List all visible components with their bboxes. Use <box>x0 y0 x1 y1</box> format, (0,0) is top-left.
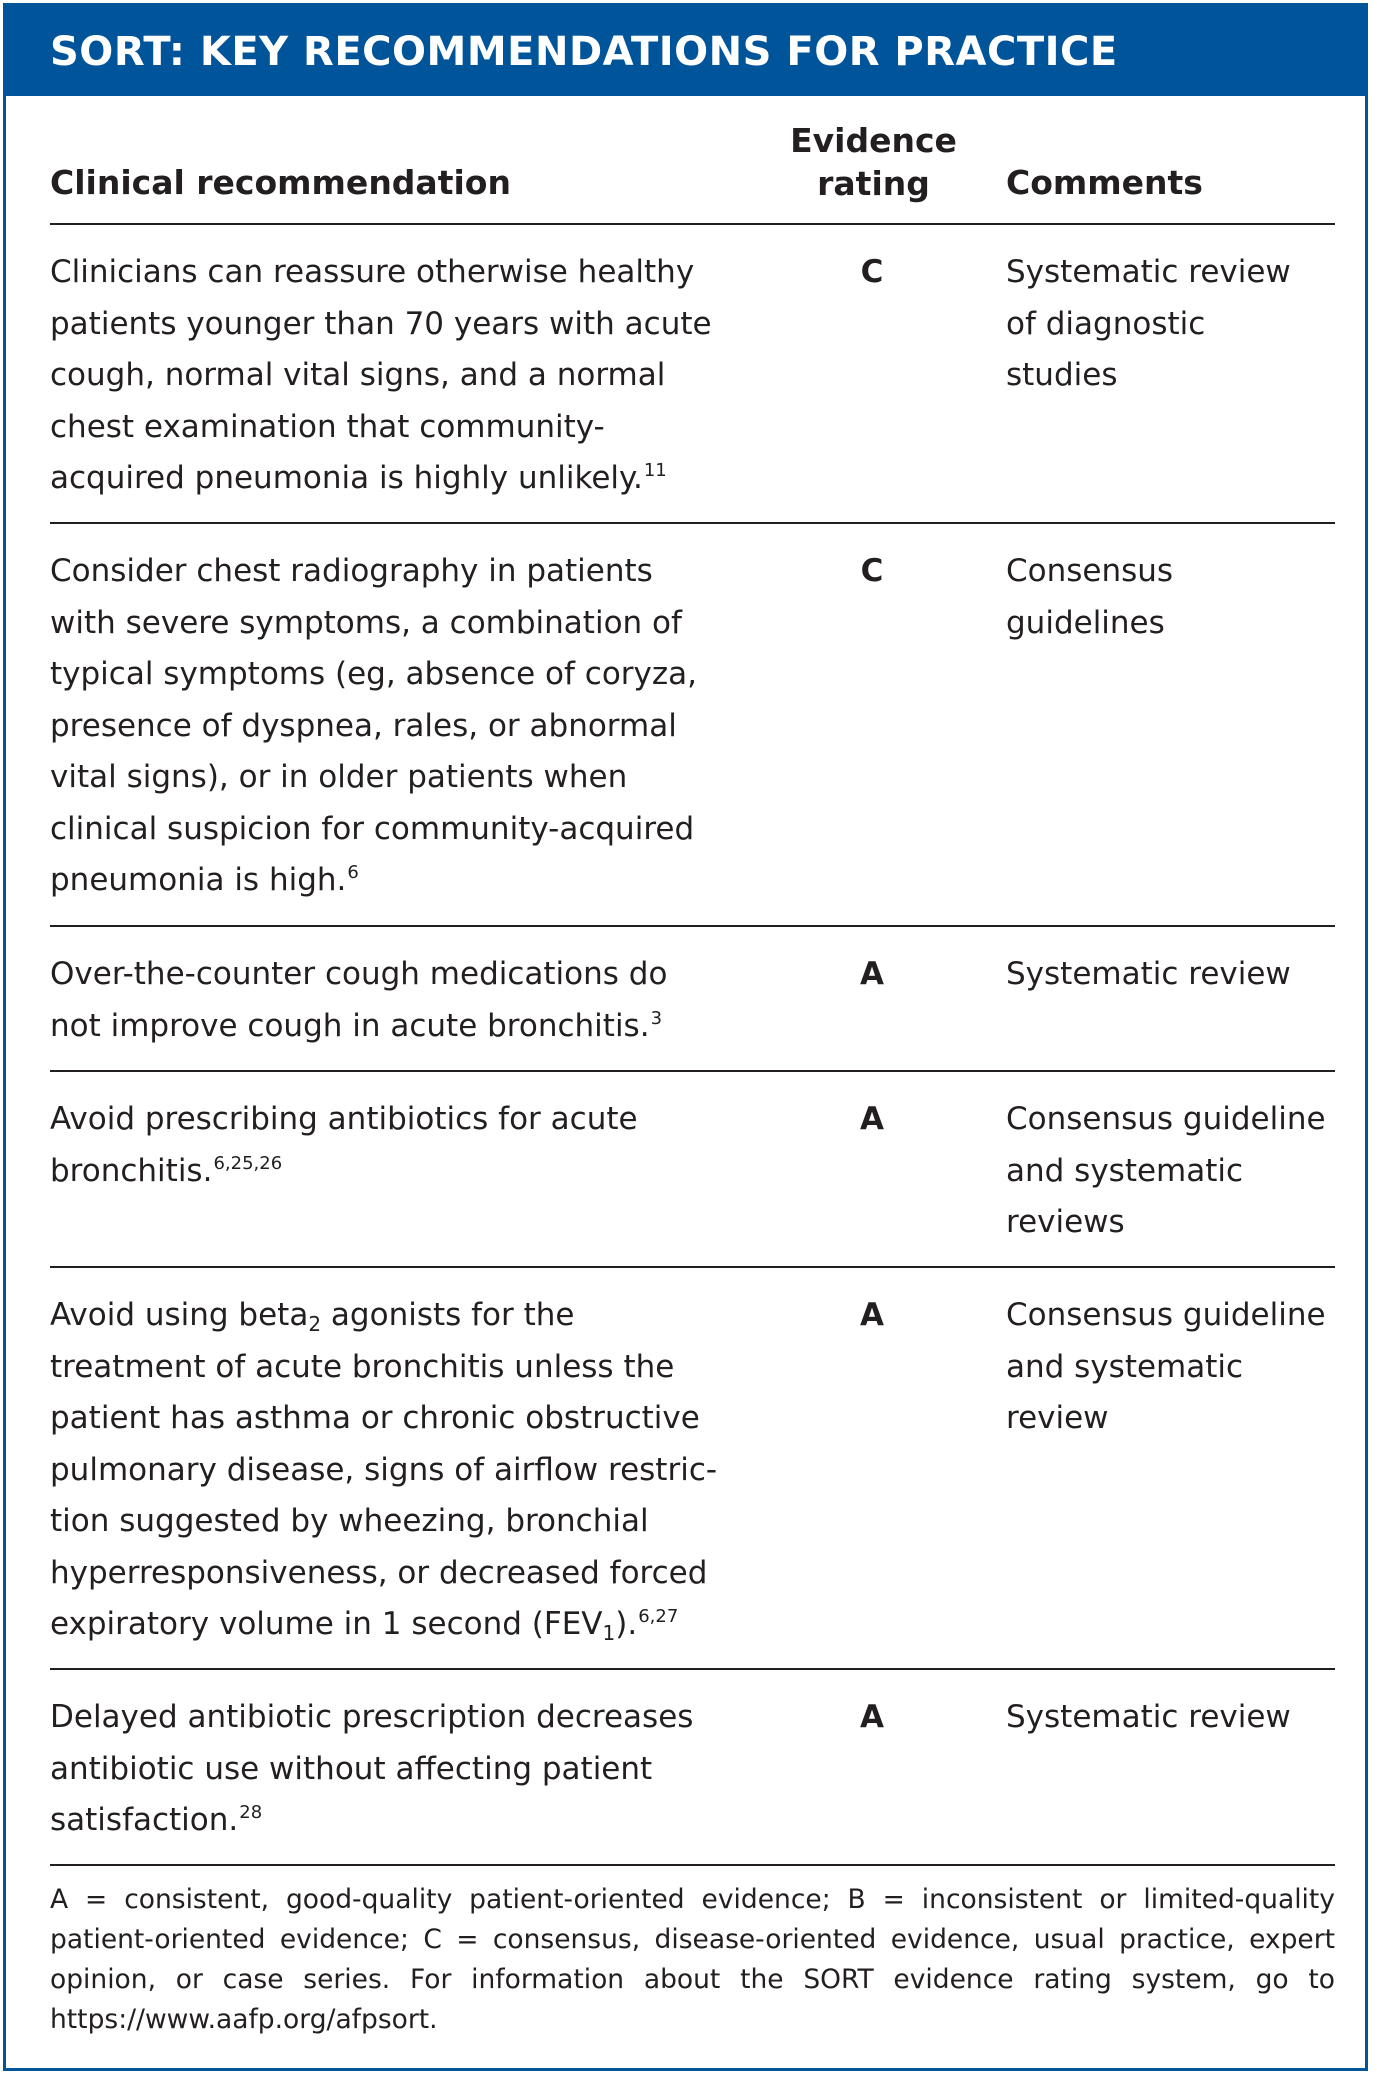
reference-marker: 6,27 <box>638 1606 679 1627</box>
row-6-recommendation: Delayed antibiotic prescription decreases antibiotic use without affecting patient satisfaction.$^{28}$ <box>50 1699 694 1838</box>
header-comments: Comments <box>1006 163 1203 202</box>
row-5-comment: Consensus guideline and systematic review <box>1006 1297 1326 1436</box>
row-3-comment: Systematic review <box>1006 956 1291 992</box>
header-evidence-line1: Evidence <box>790 121 957 160</box>
row-4-comment: Consensus guideline and systematic reviews <box>1006 1101 1326 1240</box>
sort-box <box>3 3 1368 2071</box>
table-bottom-rule <box>50 1864 1335 1866</box>
row-2-recommendation: Consider chest radiography in patients with severe symptoms, a combination of typical symptoms (eg, absence of coryza, presence of dyspnea, rales, or abnormal vital signs), or in older patients when clinical suspicion for community-acquired pneumonia is high.$^6$ <box>50 553 698 898</box>
row-2-comment: Consensus guidelines <box>1006 553 1174 641</box>
reference-marker: 11 <box>643 460 667 481</box>
row-4-rating: A <box>860 1101 884 1137</box>
header-evidence-line2: rating <box>817 164 930 203</box>
row-divider <box>50 1070 1335 1072</box>
row-1-comment: Systematic review of diagnostic studies <box>1006 254 1291 393</box>
header-clinical-recommendation: Clinical recommendation <box>50 163 511 202</box>
reference-marker: 28 <box>239 1802 263 1823</box>
title-banner <box>6 6 1365 96</box>
row-divider <box>50 1668 1335 1670</box>
box-title: SORT: KEY RECOMMENDATIONS FOR PRACTICE <box>50 29 1118 75</box>
row-3-recommendation: Over-the-counter cough medications do not improve cough in acute bronchitis.$^3$ <box>50 956 668 1044</box>
row-3-rating: A <box>860 956 884 992</box>
row-divider <box>50 925 1335 927</box>
header-divider <box>50 223 1335 225</box>
row-6-comment: Systematic review <box>1006 1699 1291 1735</box>
row-1-rating: C <box>860 254 884 290</box>
row-5-rating: A <box>860 1297 884 1333</box>
row-5-recommendation: Avoid using beta$_2$ agonists for the treatment of acute bronchitis unless the patient has asthma or chronic obstructive pulmonary disease, signs of airflow restric- tion suggested by wheezing, bronchial hyperresponsiveness, or decreased forced expiratory volume in 1 second $(FEV_1).^{6,27}$ <box>50 1297 718 1645</box>
row-2-rating: C <box>860 553 884 589</box>
header-evidence-rating <box>751 119 996 205</box>
evidence-rating-footnote: A = consistent, good-quality patient-oriented evidence; B = inconsistent or limited-quality patient-oriented evidence; C = consensus, disease-oriented evidence, usual practice, expert opinion, or case series. For information about the SORT evidence rating system, go to https://www.aafp.org/afpsort. <box>50 1884 1335 2035</box>
reference-marker: 3 <box>650 1007 663 1029</box>
reference-marker: 6,25,26 <box>213 1152 283 1174</box>
reference-marker: 6 <box>347 862 359 883</box>
row-divider <box>50 522 1335 524</box>
row-6-rating: A <box>860 1699 884 1735</box>
row-divider <box>50 1266 1335 1268</box>
row-4-recommendation: Avoid prescribing antibiotics for acute bronchitis.$^{6,25,26}$ <box>50 1101 638 1189</box>
row-1-recommendation: Clinicians can reassure otherwise healthy patients younger than 70 years with acute cough, normal vital signs, and a normal chest examination that community- acquired pneumonia is highly unlikely.$^{11}$ <box>50 254 712 496</box>
